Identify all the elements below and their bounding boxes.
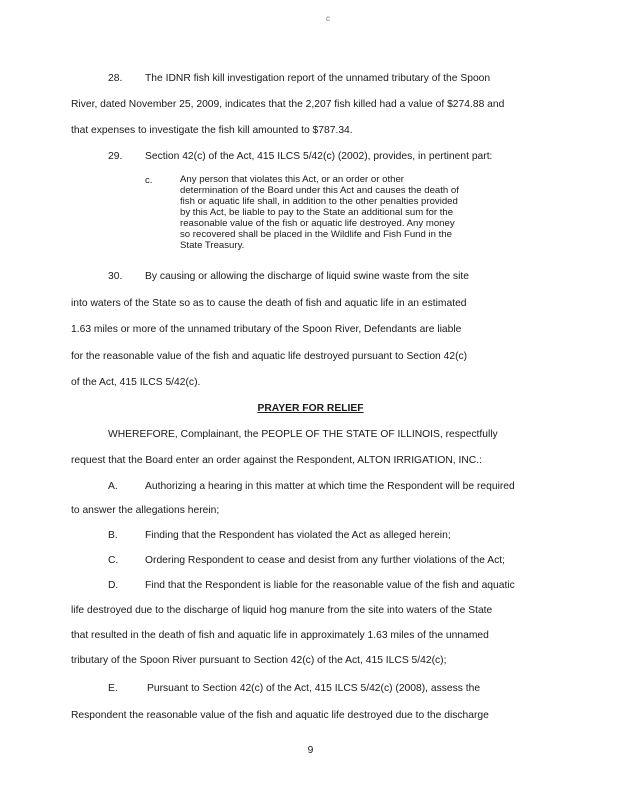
quote-line: Any person that violates this Act, or an order or other xyxy=(180,174,404,185)
paragraph-line: of the Act, 415 ILCS 5/42(c). xyxy=(71,377,201,388)
paragraph-line: By causing or allowing the discharge of liquid swine waste from the site xyxy=(145,271,469,282)
page-number: 9 xyxy=(307,745,314,756)
paragraph-line: request that the Board enter an order against the Respondent, ALTON IRRIGATION, INC.: xyxy=(71,455,482,466)
quote-line: State Treasury. xyxy=(180,240,245,251)
paragraph-line: River, dated November 25, 2009, indicates that the 2,207 fish killed had a value of $274.88 and xyxy=(71,99,505,110)
item-label: B. xyxy=(108,530,118,541)
quote-line: fish or aquatic life shall, in addition to the other penalties provided xyxy=(180,196,458,207)
item-line: Pursuant to Section 42(c) of the Act, 415 ILCS 5/42(c) (2008), assess the xyxy=(147,683,481,694)
page-top-mark: c xyxy=(326,14,330,23)
item-line: Ordering Respondent to cease and desist from any further violations of the Act; xyxy=(145,555,506,566)
paragraph-number: 29. xyxy=(108,151,123,162)
item-line: Find that the Respondent is liable for the reasonable value of the fish and aquatic xyxy=(145,580,515,591)
item-label: D. xyxy=(108,580,119,591)
quote-line: reasonable value of the fish or aquatic life destroyed. Any money xyxy=(180,218,455,229)
item-line: to answer the allegations herein; xyxy=(71,505,220,516)
paragraph-line: Section 42(c) of the Act, 415 ILCS 5/42(c) (2002), provides, in pertinent part: xyxy=(145,151,493,162)
item-line: that resulted in the death of fish and aquatic life in approximately 1.63 miles of the unnamed xyxy=(71,630,489,641)
item-line: life destroyed due to the discharge of liquid hog manure from the site into waters of the State xyxy=(71,605,493,616)
quote-line: determination of the Board under this Act and causes the death of xyxy=(180,185,459,196)
section-heading: PRAYER FOR RELIEF xyxy=(257,403,364,414)
paragraph-line: into waters of the State so as to cause the death of fish and aquatic life in an estimated xyxy=(71,298,467,309)
paragraph-line: for the reasonable value of the fish and aquatic life destroyed pursuant to Section 42(c) xyxy=(71,351,468,362)
quote-line: by this Act, be liable to pay to the State an additional sum for the xyxy=(180,207,454,218)
item-line: tributary of the Spoon River pursuant to Section 42(c) of the Act, 415 ILCS 5/42(c); xyxy=(71,655,447,666)
item-label: A. xyxy=(108,481,118,492)
item-label: C. xyxy=(108,555,119,566)
quote-label: c. xyxy=(145,175,153,186)
item-label: E. xyxy=(108,683,118,694)
quote-line: so recovered shall be placed in the Wildlife and Fish Fund in the xyxy=(180,229,452,240)
item-line: Respondent the reasonable value of the fish and aquatic life destroyed due to the discharge xyxy=(71,710,489,721)
paragraph-line: WHEREFORE, Complainant, the PEOPLE OF THE STATE OF ILLINOIS, respectfully xyxy=(108,429,498,440)
paragraph-line: that expenses to investigate the fish kill amounted to $787.34. xyxy=(71,125,353,136)
item-line: Finding that the Respondent has violated the Act as alleged herein; xyxy=(145,530,451,541)
paragraph-number: 30. xyxy=(108,271,123,282)
paragraph-number: 28. xyxy=(108,73,123,84)
paragraph-line: 1.63 miles or more of the unnamed tributary of the Spoon River, Defendants are liable xyxy=(71,324,462,335)
item-line: Authorizing a hearing in this matter at which time the Respondent will be required xyxy=(145,481,515,492)
paragraph-line: The IDNR fish kill investigation report of the unnamed tributary of the Spoon xyxy=(145,73,491,84)
